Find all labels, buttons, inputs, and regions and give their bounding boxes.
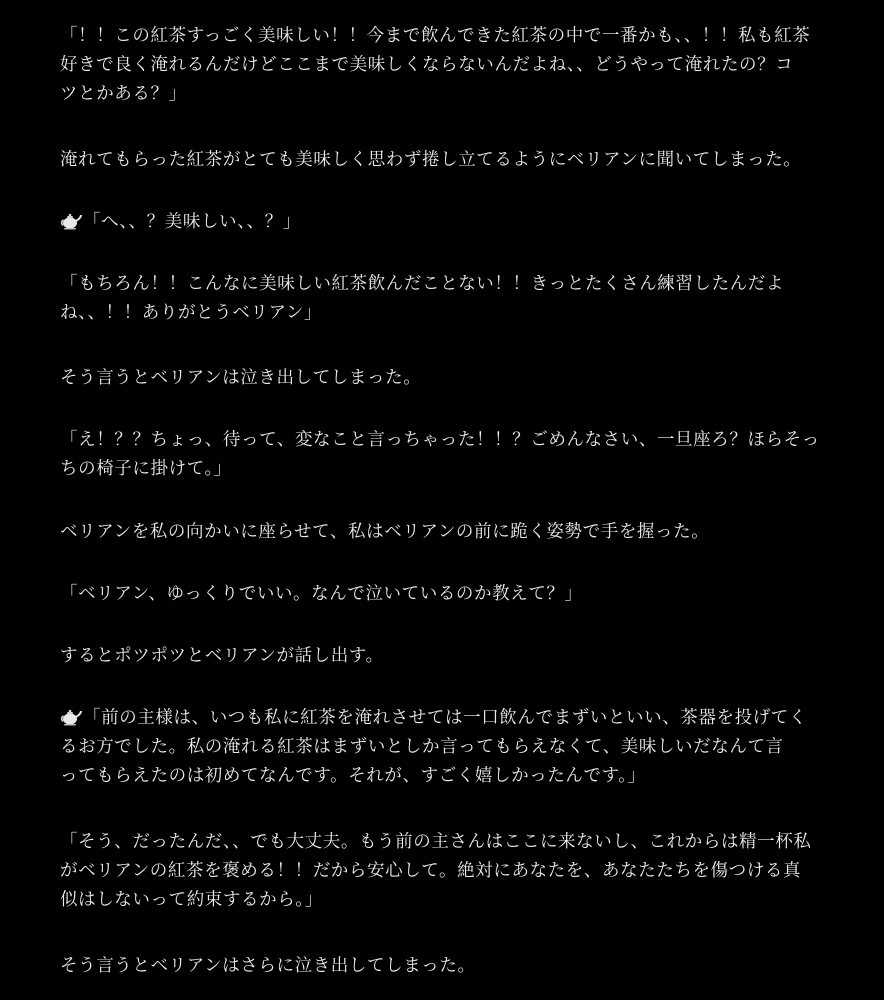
text-line: そう言うとベリアンは泣き出してしまった。 <box>60 368 422 388</box>
teapot-icon <box>60 212 82 230</box>
text-line: 「もちろん！！こんなに美味しい紅茶飲んだことない！！きっとたくさん練習したんだよ <box>60 274 784 294</box>
paragraph-5 <box>60 364 850 393</box>
text-line: するとポツポツとベリアンが話し出す。 <box>60 646 384 666</box>
paragraph-8 <box>60 580 850 609</box>
text-line: ね、、！！ありがとうベリアン」 <box>60 303 323 323</box>
text-line: 淹れてもらった紅茶がとても美味しく思わず捲し立てるようにベリアンに聞いてしまった。 <box>60 150 802 170</box>
paragraph-11 <box>60 828 850 915</box>
text-line: るお方でした。私の淹れる紅茶はまずいとしか言ってもらえなくて、美味しいだなんて言 <box>60 737 784 757</box>
paragraph-6 <box>60 426 850 484</box>
text-line: 「え！？？ちょっ、待って、変なこと言っちゃった！！？ごめんなさい、一旦座ろ？ほらそっ <box>60 430 820 450</box>
text-line: ちの椅子に掛けて。」 <box>60 459 232 479</box>
text-line: 「そう、だったんだ、、でも大丈夫。もう前の主さんはここに来ないし、これからは精一杯私 <box>60 832 812 852</box>
paragraph-10 <box>60 704 850 791</box>
dialogue-text: 「へ、、？美味しい、、？」 <box>83 212 301 232</box>
paragraph-2 <box>60 146 850 175</box>
dialogue-text: 「前の主様は、いつも私に紅茶を淹れさせては一口飲んでまずいといい、茶器を投げてく <box>83 708 807 728</box>
paragraph-12 <box>60 952 850 981</box>
teapot-icon <box>60 708 82 726</box>
dialogue-line <box>60 704 850 733</box>
text-line: ベリアンを私の向かいに座らせて、私はベリアンの前に跪く姿勢で手を握った。 <box>60 522 710 542</box>
paragraph-7 <box>60 518 850 547</box>
text-line: がベリアンの紅茶を褒める！！だから安心して。絶対にあなたを、あなたたちを傷つける真 <box>60 861 802 881</box>
paragraph-3 <box>60 208 850 237</box>
text-line: ってもらえたのは初めてなんです。それが、すごく嬉しかったんです。」 <box>60 766 646 786</box>
text-line: 好きで良く淹れるんだけどここまで美味しくならないんだよね、、どうやって淹れたの？コ <box>60 55 794 75</box>
text-line: 「ベリアン、ゆっくりでいい。なんで泣いているのか教えて？」 <box>60 584 583 604</box>
text-line: そう言うとベリアンはさらに泣き出してしまった。 <box>60 956 476 976</box>
text-line: 似はしないって約束するから。」 <box>60 890 323 910</box>
text-line: 「！！この紅茶すっごく美味しい！！今まで飲んできた紅茶の中で一番かも、、！！私も紅茶 <box>60 26 811 46</box>
paragraph-9 <box>60 642 850 671</box>
paragraph-4 <box>60 270 850 328</box>
dialogue-line <box>60 208 850 237</box>
paragraph-1 <box>60 22 850 109</box>
text-line: ツとかある？」 <box>60 84 187 104</box>
